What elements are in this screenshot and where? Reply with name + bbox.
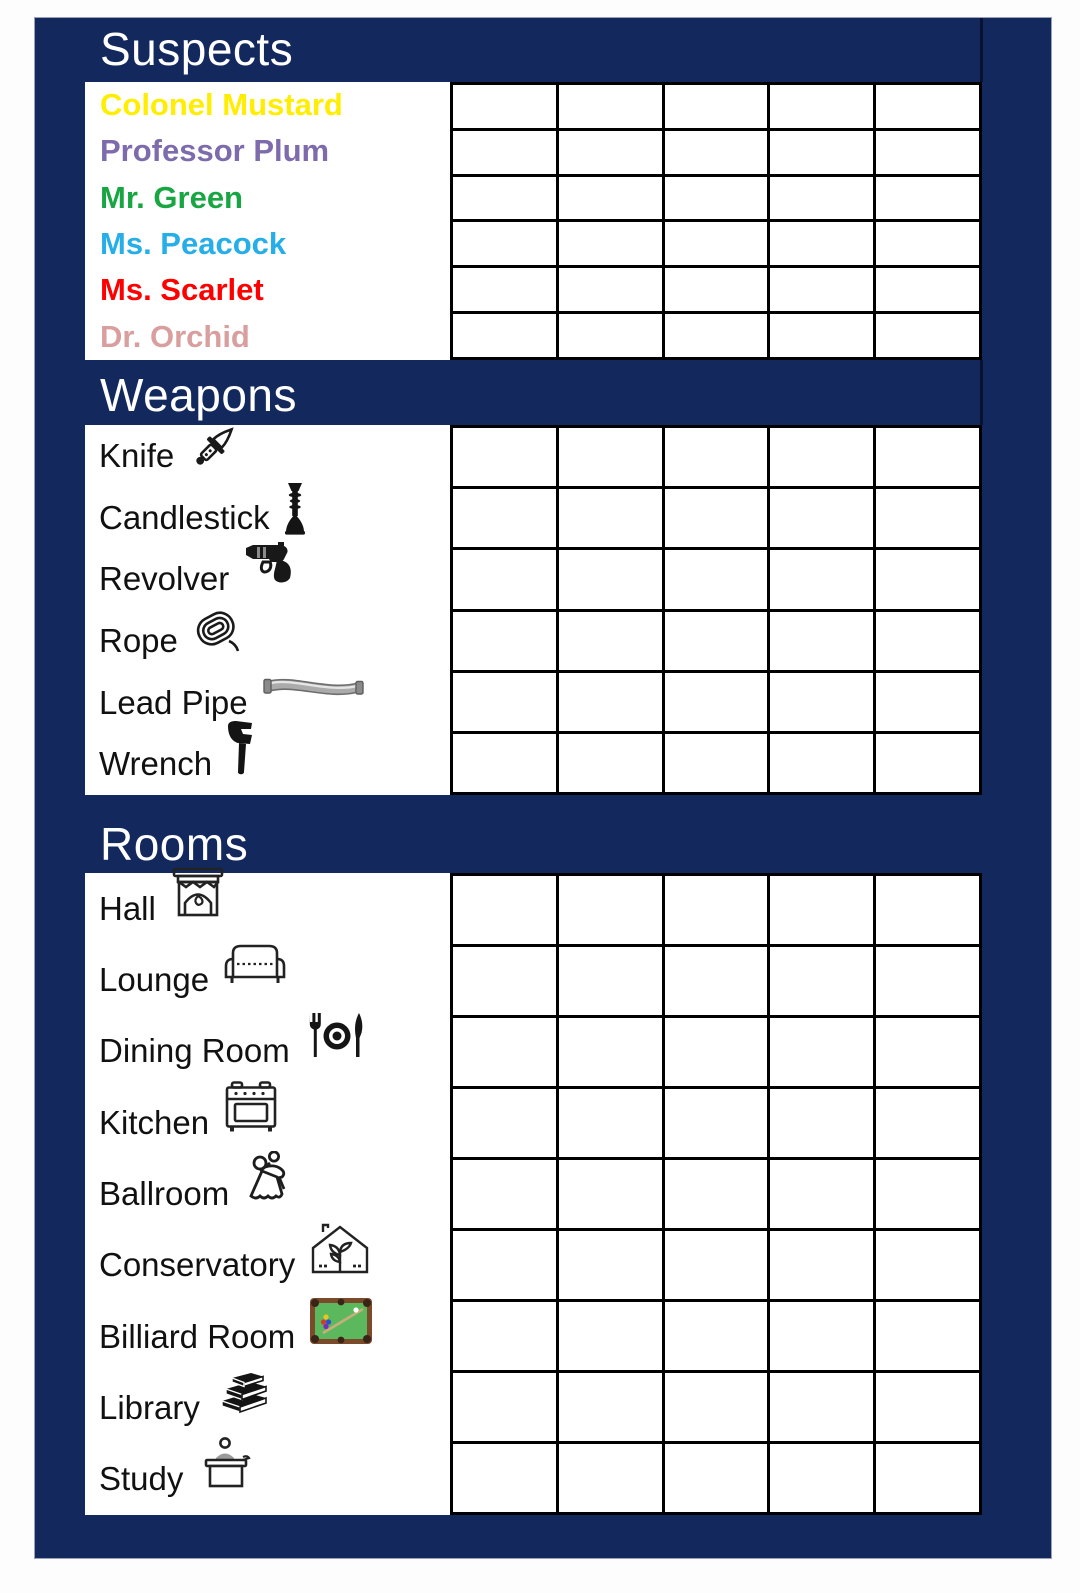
- rooms-grid-cell-r3c5[interactable]: [876, 1018, 979, 1086]
- rooms-grid-cell-r4c1[interactable]: [453, 1089, 556, 1157]
- suspects-grid-cell-r4c3[interactable]: [665, 222, 768, 265]
- weapons-grid-cell-r4c5[interactable]: [876, 612, 979, 670]
- rooms-grid-cell-r6c3[interactable]: [665, 1231, 768, 1299]
- suspects-grid-cell-r3c1[interactable]: [453, 177, 556, 220]
- suspects-grid-cell-r6c4[interactable]: [770, 314, 873, 357]
- rooms-grid-cell-r3c1[interactable]: [453, 1018, 556, 1086]
- suspect-name-peacock: Ms. Peacock: [100, 226, 287, 262]
- suspects-grid-cell-r3c2[interactable]: [559, 177, 662, 220]
- weapons-grid-cell-r4c4[interactable]: [770, 612, 873, 670]
- rooms-grid: [450, 873, 982, 1515]
- weapons-grid-cell-r6c1[interactable]: [453, 734, 556, 792]
- suspects-grid-cell-r4c4[interactable]: [770, 222, 873, 265]
- suspects-grid-cell-r1c4[interactable]: [770, 85, 873, 128]
- rooms-grid-cell-r4c3[interactable]: [665, 1089, 768, 1157]
- suspects-grid-cell-r4c2[interactable]: [559, 222, 662, 265]
- suspects-grid-cell-r2c3[interactable]: [665, 131, 768, 174]
- rooms-grid-cell-r8c2[interactable]: [559, 1373, 662, 1441]
- rooms-grid-cell-r8c1[interactable]: [453, 1373, 556, 1441]
- rooms-grid-cell-r9c1[interactable]: [453, 1444, 556, 1512]
- suspects-title: Suspects: [100, 23, 294, 75]
- weapons-grid-cell-r6c3[interactable]: [665, 734, 768, 792]
- room-row-ballroom: [85, 1158, 450, 1229]
- rooms-grid-cell-r1c4[interactable]: [770, 876, 873, 944]
- revolver-icon: [243, 540, 303, 586]
- suspects-grid-cell-r6c1[interactable]: [453, 314, 556, 357]
- weapons-grid-cell-r1c5[interactable]: [876, 428, 979, 486]
- weapons-title: Weapons: [100, 369, 298, 421]
- rooms-grid-cell-r5c1[interactable]: [453, 1160, 556, 1228]
- suspect-name-plum: Professor Plum: [100, 133, 330, 169]
- suspects-grid-cell-r4c5[interactable]: [876, 222, 979, 265]
- rooms-grid-cell-r3c2[interactable]: [559, 1018, 662, 1086]
- weapons-grid-cell-r1c3[interactable]: [665, 428, 768, 486]
- rooms-grid-cell-r1c2[interactable]: [559, 876, 662, 944]
- rooms-grid-cell-r5c2[interactable]: [559, 1160, 662, 1228]
- weapons-grid-cell-r3c4[interactable]: [770, 550, 873, 608]
- rooms-grid-cell-r3c4[interactable]: [770, 1018, 873, 1086]
- rooms-grid-cell-r8c4[interactable]: [770, 1373, 873, 1441]
- rooms-grid-cell-r2c2[interactable]: [559, 947, 662, 1015]
- weapons-grid-cell-r6c2[interactable]: [559, 734, 662, 792]
- rooms-grid-cell-r4c2[interactable]: [559, 1089, 662, 1157]
- weapon-name: Rope: [99, 621, 178, 659]
- weapon-name: Lead Pipe: [99, 683, 248, 721]
- weapons-grid-cell-r1c2[interactable]: [559, 428, 662, 486]
- weapon-row-wrench: [85, 733, 450, 795]
- room-row-conservatory: [85, 1230, 450, 1301]
- weapons-grid-cell-r4c3[interactable]: [665, 612, 768, 670]
- weapons-grid-cell-r3c5[interactable]: [876, 550, 979, 608]
- suspect-name-green: Mr. Green: [100, 179, 243, 215]
- suspects-header-band: [35, 18, 1051, 82]
- rooms-grid-cell-r7c4[interactable]: [770, 1302, 873, 1370]
- rooms-grid-cell-r2c5[interactable]: [876, 947, 979, 1015]
- rooms-grid-cell-r7c3[interactable]: [665, 1302, 768, 1370]
- weapons-header-band: [35, 360, 1051, 425]
- room-name: Lounge: [99, 960, 210, 998]
- rooms-grid-cell-r1c3[interactable]: [665, 876, 768, 944]
- suspects-grid-cell-r1c3[interactable]: [665, 85, 768, 128]
- candlestick-icon: [284, 482, 306, 536]
- rooms-grid-cell-r9c2[interactable]: [559, 1444, 662, 1512]
- room-name: Kitchen: [99, 1103, 210, 1141]
- weapons-grid-cell-r2c3[interactable]: [665, 489, 768, 547]
- rooms-grid-cell-r9c3[interactable]: [665, 1444, 768, 1512]
- weapons-grid-cell-r2c2[interactable]: [559, 489, 662, 547]
- rooms-grid-cell-r7c5[interactable]: [876, 1302, 979, 1370]
- room-row-lounge: [85, 944, 450, 1015]
- suspects-grid-cell-r2c5[interactable]: [876, 131, 979, 174]
- room-name: Ballroom: [99, 1174, 230, 1212]
- pipe-wrench-icon: [226, 720, 258, 776]
- room-row-hall: [85, 873, 450, 944]
- weapons-grid-cell-r2c1[interactable]: [453, 489, 556, 547]
- cutlery-plate-icon: [304, 1012, 366, 1058]
- rooms-grid-cell-r6c4[interactable]: [770, 1231, 873, 1299]
- weapons-grid-cell-r1c1[interactable]: [453, 428, 556, 486]
- weapons-grid-cell-r3c3[interactable]: [665, 550, 768, 608]
- rooms-grid-cell-r8c5[interactable]: [876, 1373, 979, 1441]
- weapons-grid-cell-r2c5[interactable]: [876, 489, 979, 547]
- rooms-header-band: [35, 808, 1051, 873]
- suspect-name-orchid: Dr. Orchid: [100, 318, 250, 354]
- weapons-grid-cell-r4c1[interactable]: [453, 612, 556, 670]
- suspects-grid-cell-r2c1[interactable]: [453, 131, 556, 174]
- room-row-library: [85, 1372, 450, 1443]
- rooms-grid-cell-r5c5[interactable]: [876, 1160, 979, 1228]
- suspect-name-scarlet: Ms. Scarlet: [100, 272, 264, 308]
- room-row-billiard: [85, 1301, 450, 1372]
- suspects-grid-cell-r1c2[interactable]: [559, 85, 662, 128]
- rooms-grid-cell-r2c4[interactable]: [770, 947, 873, 1015]
- weapons-grid-cell-r5c3[interactable]: [665, 673, 768, 731]
- rooms-grid-cell-r6c2[interactable]: [559, 1231, 662, 1299]
- weapon-row-knife: [85, 425, 450, 487]
- suspects-grid-cell-r1c1[interactable]: [453, 85, 556, 128]
- fireplace-icon: [170, 867, 226, 919]
- rooms-grid-cell-r4c5[interactable]: [876, 1089, 979, 1157]
- weapons-grid-cell-r4c2[interactable]: [559, 612, 662, 670]
- weapons-grid-cell-r6c5[interactable]: [876, 734, 979, 792]
- room-row-study: [85, 1444, 450, 1515]
- suspect-name-mustard: Colonel Mustard: [100, 87, 343, 123]
- room-row-kitchen: [85, 1087, 450, 1158]
- suspects-grid-cell-r3c5[interactable]: [876, 177, 979, 220]
- rooms-grid-cell-r5c4[interactable]: [770, 1160, 873, 1228]
- header-divider-line: [980, 360, 983, 425]
- weapon-row-candlestick: [85, 487, 450, 549]
- room-name: Library: [99, 1388, 200, 1426]
- weapon-name: Revolver: [99, 560, 230, 598]
- greenhouse-icon: [309, 1222, 371, 1276]
- rooms-grid-cell-r8c3[interactable]: [665, 1373, 768, 1441]
- dagger-icon: [188, 421, 240, 473]
- suspects-grid-cell-r5c5[interactable]: [876, 268, 979, 311]
- suspects-grid-cell-r5c3[interactable]: [665, 268, 768, 311]
- room-row-dining: [85, 1016, 450, 1087]
- rooms-grid-cell-r6c5[interactable]: [876, 1231, 979, 1299]
- rooms-grid-cell-r4c4[interactable]: [770, 1089, 873, 1157]
- suspects-grid-cell-r3c4[interactable]: [770, 177, 873, 220]
- suspects-grid-cell-r5c1[interactable]: [453, 268, 556, 311]
- weapon-row-rope: [85, 610, 450, 672]
- rooms-grid-cell-r7c2[interactable]: [559, 1302, 662, 1370]
- weapons-grid: [450, 425, 982, 795]
- rooms-title: Rooms: [100, 818, 249, 870]
- clue-score-sheet: [35, 18, 1051, 1558]
- weapon-name: Wrench: [99, 745, 213, 783]
- suspects-grid-cell-r6c3[interactable]: [665, 314, 768, 357]
- header-divider-line: [980, 18, 983, 82]
- rooms-grid-cell-r2c1[interactable]: [453, 947, 556, 1015]
- suspects-grid-cell-r5c4[interactable]: [770, 268, 873, 311]
- weapon-name: Candlestick: [99, 498, 270, 536]
- rooms-grid-cell-r9c5[interactable]: [876, 1444, 979, 1512]
- room-name: Hall: [99, 889, 156, 927]
- sofa-icon: [223, 941, 287, 987]
- stove-icon: [223, 1080, 279, 1134]
- room-name: Dining Room: [99, 1032, 290, 1070]
- weapons-grid-cell-r5c5[interactable]: [876, 673, 979, 731]
- suspects-grid-cell-r6c2[interactable]: [559, 314, 662, 357]
- weapons-grid-cell-r1c4[interactable]: [770, 428, 873, 486]
- weapons-list: [85, 425, 450, 795]
- rooms-grid-cell-r2c3[interactable]: [665, 947, 768, 1015]
- weapons-grid-cell-r2c4[interactable]: [770, 489, 873, 547]
- suspects-grid-cell-r3c3[interactable]: [665, 177, 768, 220]
- suspects-grid-cell-r4c1[interactable]: [453, 222, 556, 265]
- books-icon: [214, 1367, 272, 1417]
- lead-pipe-icon: [262, 672, 366, 702]
- rooms-grid-cell-r3c3[interactable]: [665, 1018, 768, 1086]
- weapons-grid-cell-r3c1[interactable]: [453, 550, 556, 608]
- rooms-grid-cell-r1c1[interactable]: [453, 876, 556, 944]
- rooms-grid-cell-r6c1[interactable]: [453, 1231, 556, 1299]
- room-name: Conservatory: [99, 1246, 296, 1284]
- weapon-row-lead-pipe: [85, 672, 450, 734]
- rooms-grid-cell-r5c3[interactable]: [665, 1160, 768, 1228]
- suspects-grid-cell-r2c4[interactable]: [770, 131, 873, 174]
- rooms-grid-cell-r7c1[interactable]: [453, 1302, 556, 1370]
- room-name: Study: [99, 1460, 184, 1498]
- billiard-table-icon: [309, 1297, 373, 1345]
- suspects-grid-cell-r2c2[interactable]: [559, 131, 662, 174]
- room-name: Billiard Room: [99, 1317, 296, 1355]
- weapons-grid-cell-r3c2[interactable]: [559, 550, 662, 608]
- desk-icon: [197, 1437, 255, 1489]
- suspects-grid: [450, 82, 982, 360]
- weapons-grid-cell-r5c1[interactable]: [453, 673, 556, 731]
- suspects-list: [85, 82, 450, 360]
- rooms-list: [85, 873, 450, 1515]
- weapons-grid-cell-r5c4[interactable]: [770, 673, 873, 731]
- rope-icon: [192, 607, 244, 657]
- rooms-grid-cell-r9c4[interactable]: [770, 1444, 873, 1512]
- suspects-grid-cell-r6c5[interactable]: [876, 314, 979, 357]
- suspects-grid-cell-r5c2[interactable]: [559, 268, 662, 311]
- weapon-row-revolver: [85, 548, 450, 610]
- weapons-grid-cell-r6c4[interactable]: [770, 734, 873, 792]
- weapon-name: Knife: [99, 436, 175, 474]
- rooms-grid-cell-r1c5[interactable]: [876, 876, 979, 944]
- suspects-grid-cell-r1c5[interactable]: [876, 85, 979, 128]
- dancing-couple-icon: [243, 1151, 301, 1205]
- weapons-grid-cell-r5c2[interactable]: [559, 673, 662, 731]
